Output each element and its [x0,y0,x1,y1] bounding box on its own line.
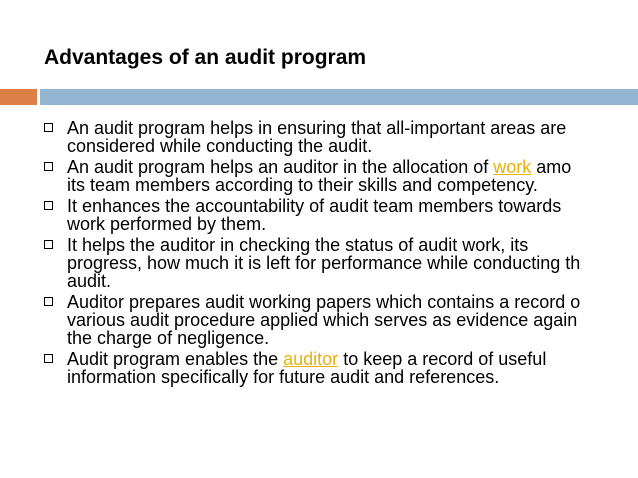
bullet-text: the charge of negligence. [67,328,270,348]
bullet-line [67,215,638,233]
bullet-list [44,119,638,389]
bullet-item [44,350,638,386]
bullet-text: amo [531,157,572,177]
accent-bar-orange [0,89,37,105]
bullet-line [67,350,638,368]
bullet-text: various audit procedure applied which serves as evidence again [67,310,578,330]
bullet-line [67,197,638,215]
slide-title: Advantages of an audit program [44,46,367,69]
bullet-line [67,254,638,272]
bullet-text: its team members according to their skills and competency. [67,175,538,195]
bullet-line [67,119,638,137]
bullet-line [67,137,638,155]
bullet-line [67,176,638,194]
bullet-text: Auditor prepares audit working papers which contains a record o [67,292,581,312]
bullet-line [67,311,638,329]
bullet-item [44,158,638,194]
bullet-text: audit. [67,271,112,291]
hyperlink[interactable]: work [493,157,532,177]
bullet-text: It helps the auditor in checking the status of audit work, its [67,235,529,255]
bullet-line [67,236,638,254]
bullet-line [67,272,638,290]
hollow-square-icon [44,297,53,306]
bullet-text: to keep a record of useful [338,349,547,369]
bullet-line [67,329,638,347]
bullet-item [44,293,638,347]
bullet-item [44,197,638,233]
hollow-square-icon [44,240,53,249]
bullet-item [44,236,638,290]
bullet-text: considered while conducting the audit. [67,136,373,156]
bullet-text: An audit program helps in ensuring that all-important areas are [67,119,567,138]
bullet-text: progress, how much it is left for performance while conducting th [67,253,581,273]
hollow-square-icon [44,201,53,210]
bullet-line [67,368,638,386]
bullet-text: information specifically for future audit and references. [67,367,500,387]
bullet-text: Audit program enables the [67,349,284,369]
bullet-text: An audit program helps an auditor in the allocation of [67,157,494,177]
hollow-square-icon [44,162,53,171]
accent-bar-blue [40,89,638,105]
bullet-text: It enhances the accountability of audit team members towards [67,196,562,216]
bullet-item [44,119,638,155]
bullet-line [67,293,638,311]
bullet-text: work performed by them. [67,214,267,234]
hollow-square-icon [44,123,53,132]
hyperlink[interactable]: auditor [283,349,339,369]
bullet-line [67,158,638,176]
hollow-square-icon [44,354,53,363]
